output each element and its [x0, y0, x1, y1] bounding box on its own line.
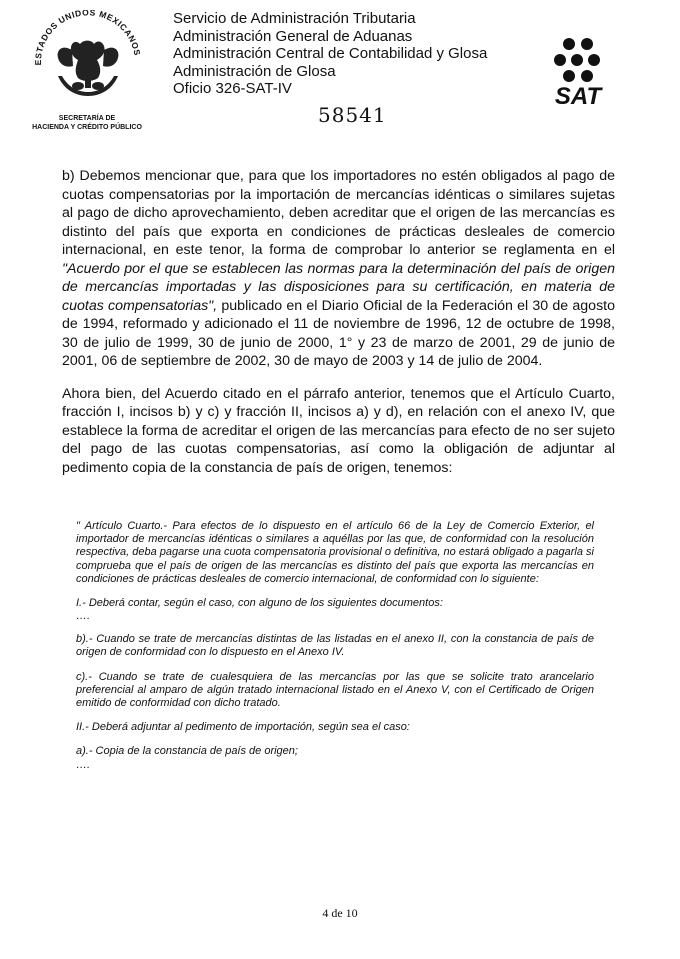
- letterhead-line-2: Administración General de Aduanas: [173, 27, 413, 45]
- seal-caption-line1: SECRETARÍA DE: [58, 115, 116, 122]
- quote-ellipsis: ….: [76, 610, 91, 623]
- quote-inciso-a: [76, 745, 594, 770]
- paragraph-b-part2: publicado en el Diario Oficial de la Federación el 30 de agosto de 1994, reformado y adicionado el 11 de noviembre de 1996, 12 de octubre de 1998, 30 de julio de 1999, 30 de junio de 2000, 1° y 23 de marzo de 2001, 29 de junio de 2001, 06 de septiembre de 2002, 30 de mayo de 2003 y 14 de julio de 2004.: [62, 297, 616, 369]
- quoted-article: [76, 520, 594, 782]
- quote-ellipsis-2: ….: [76, 758, 91, 771]
- seal-caption: [22, 114, 152, 132]
- quote-inciso-c: c).- Cuando se trate de cualesquiera de las mercancías por las que se solicite trato arancelario preferencial al amparo de algún tratado internacional listado en el Anexo V, con el Certificado de Origen emitido de conformidad con dicho tratado.: [76, 670, 594, 710]
- document-body: [62, 167, 615, 491]
- sat-logo: [548, 34, 628, 114]
- letterhead-line-5: Oficio 326-SAT-IV: [173, 80, 292, 97]
- quote-inciso-a-text: a).- Copia de la constancia de país de origen;: [76, 745, 298, 758]
- letterhead-line-4: Administración de Glosa: [173, 62, 336, 80]
- paragraph-b-part1: b) Debemos mencionar que, para que los importadores no estén obligados al pago de cuotas compensatorias por la importación de mercancías idénticas o similares sujetas al pago de dicho aprovechamiento, deben acreditar que el origen de las mercancías es distinto del país que exporta en condiciones de prácticas desleales de comercio internacional, en este tenor, la forma de comprobar lo anterior se reglamenta en el: [62, 168, 615, 258]
- quote-fraccion-ii: II.- Deberá adjuntar al pedimento de importación, según sea el caso:: [76, 721, 410, 734]
- quote-article-cuarto: " Artículo Cuarto.- Para efectos de lo dispuesto en el artículo 66 de la Ley de Comercio Exterior, el importador de mercancías idénticas o similares a aquéllas por las que, de conformidad con la resolución respectiva, deba pagarse una cuota compensatoria provisional o definitiva, no estará obligado a pagarla si comprueba que el país de origen de las mercancías es distinto del país que exporta las mercancías en condiciones de prácticas desleales de comercio internacional, de conformidad con lo siguiente:: [76, 520, 594, 585]
- quote-fraccion-i-text: I.- Deberá contar, según el caso, con alguno de los siguientes documentos:: [76, 597, 443, 610]
- letterhead: [173, 10, 533, 98]
- sat-logo-text: SAT: [554, 83, 602, 110]
- page-number: 4 de 10: [322, 906, 358, 920]
- paragraph-b: [62, 167, 615, 371]
- mexican-coat-of-arms-seal: [28, 10, 148, 106]
- oficio-number: 58541: [318, 103, 387, 127]
- paragraph-ahora-bien: Ahora bien, del Acuerdo citado en el párrafo anterior, tenemos que el Artículo Cuarto, fracción I, incisos b) y c) y fracción II, incisos a) y d), en relación con el anexo IV, que establece la forma de acreditar el origen de las mercancías para efecto de no ser sujeto del pago de las cuotas compensatorias, así como la obligación de adjuntar al pedimento copia de la constancia de país de origen, tenemos:: [62, 385, 615, 476]
- quote-inciso-b: b).- Cuando se trate de mercancías distintas de las listadas en el anexo II, con la constancia de país de origen de conformidad con lo dispuesto en el Anexo IV.: [76, 633, 594, 659]
- acuerdo-title: "Acuerdo por el que se establecen las normas para la determinación del país de origen de mercancías importadas y las disposiciones para su certificación, en materia de cuotas compensatorias",: [62, 260, 615, 314]
- seal-caption-line2: HACIENDA Y CRÉDITO PÚBLICO: [32, 124, 142, 131]
- quote-fraccion-i: [76, 597, 594, 622]
- seal-ring-text: ESTADOS UNIDOS MEXICANOS: [32, 10, 143, 66]
- letterhead-line-3: Administración Central de Contabilidad y Glosa: [173, 45, 488, 62]
- letterhead-line-1: Servicio de Administración Tributaria: [173, 10, 416, 27]
